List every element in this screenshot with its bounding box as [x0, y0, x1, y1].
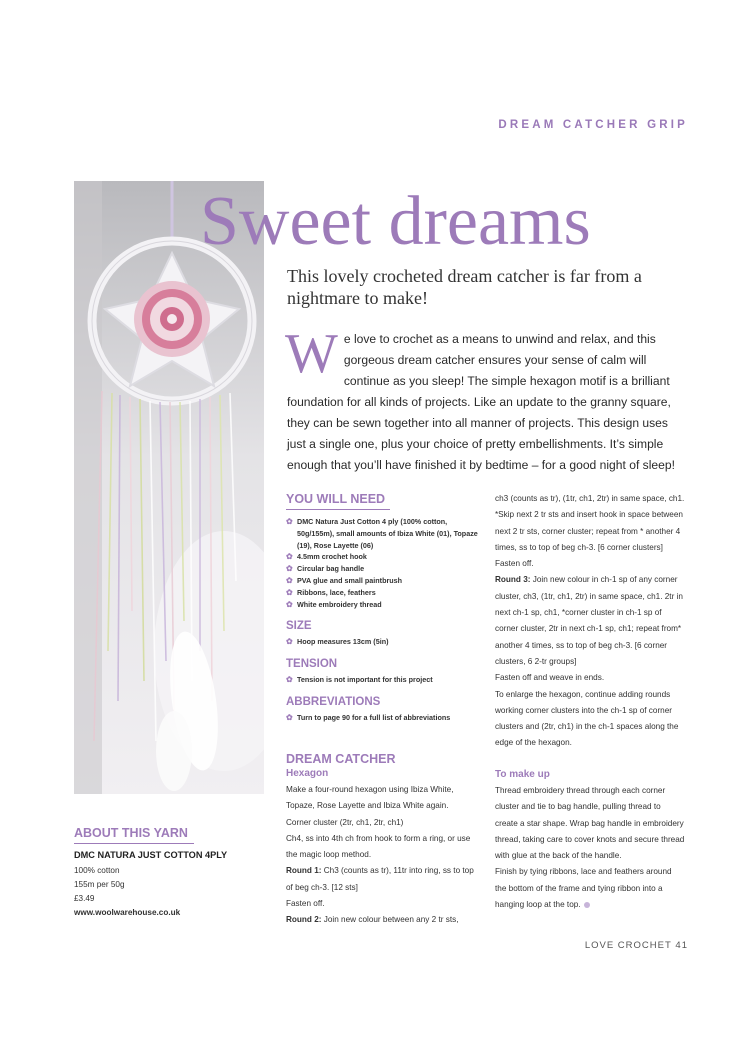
materials-list	[286, 516, 482, 610]
drop-cap: W	[285, 323, 338, 385]
yarn-name: DMC NATURA JUST COTTON 4PLY	[74, 850, 228, 860]
size-heading: SIZE	[286, 620, 312, 633]
dream-catcher-instructions	[286, 752, 482, 929]
list-item: ✿ DMC Natura Just Cotton 4 ply (100% cotton, 50g/155m), small amounts of Ibiza White (01), Topaze (19), Rose Layette (06)	[286, 517, 478, 550]
page-footer	[560, 940, 688, 951]
star-bullet-icon: ✿	[286, 564, 293, 574]
instruction-paragraph: To enlarge the hexagon, continue adding rounds working corner clusters into the ch-1 sp of corner clusters and (2tr, ch1) in the ch-1 spaces along the edge of the hexagon.	[495, 689, 679, 748]
about-yarn-heading: ABOUT THIS YARN	[74, 826, 194, 844]
instruction-paragraph: Fasten off.	[286, 899, 325, 909]
instruction-paragraph: Make a four-round hexagon using Ibiza White, Topaze, Rose Layette and Ibiza White again.	[286, 785, 454, 811]
star-bullet-icon: ✿	[286, 637, 293, 647]
yarn-detail: £3.49	[74, 894, 95, 903]
star-bullet-icon: ✿	[286, 575, 293, 585]
instruction-paragraph: Fasten off.	[495, 559, 534, 569]
round-2: Round 2: Join new colour between any 2 tr sts,	[286, 915, 459, 925]
dream-catcher-heading: DREAM CATCHER	[286, 752, 396, 766]
yarn-url: www.woolwarehouse.co.uk	[74, 908, 181, 917]
list-item: ✿ Circular bag handle	[286, 564, 365, 574]
intro-text: e love to crochet as a means to unwind and relax, and this gorgeous dream catcher ensures your sense of calm will continue as you sleep! The simple hexagon motif is a brilliant foundation for all kinds of projects. Like an update to the granny square, they can be sewn together into all manner of projects. This design uses just a single one, plus your choice of pretty embellishments. It’s simple enough that you’ll have finished it by bedtime – for a good night of sleep!	[287, 332, 675, 472]
subtitle: This lovely crocheted dream catcher is far from a nightmare to make!	[287, 266, 642, 308]
list-item: ✿ PVA glue and small paintbrush	[286, 575, 403, 585]
instructions-continued	[495, 491, 685, 752]
yarn-detail: 100% cotton	[74, 866, 120, 875]
star-bullet-icon: ✿	[286, 675, 293, 685]
dream-catcher-photo	[74, 181, 264, 794]
section-tag: DREAM CATCHER GRIP	[498, 119, 688, 131]
list-item: ✿ Turn to page 90 for a full list of abbreviations	[286, 712, 451, 722]
size-list	[286, 636, 482, 648]
end-mark-icon	[584, 902, 590, 908]
you-will-need-heading: YOU WILL NEED	[286, 491, 390, 510]
list-item: ✿ 4.5mm crochet hook	[286, 552, 367, 562]
page-title: Sweet dreams	[200, 183, 591, 260]
magazine-name: LOVE CROCHET	[584, 940, 672, 951]
abbreviations-heading: ABBREVIATIONS	[286, 695, 381, 708]
instruction-paragraph: Ch4, ss into 4th ch from hook to form a ring, or use the magic loop method.	[286, 833, 471, 860]
list-item: ✿ Ribbons, lace, feathers	[286, 587, 376, 597]
hexagon-subheading: Hexagon	[286, 768, 329, 779]
star-bullet-icon: ✿	[286, 517, 293, 526]
abbreviations-list	[286, 712, 482, 724]
star-bullet-icon: ✿	[286, 552, 293, 562]
to-make-up-section	[495, 768, 685, 913]
list-item: ✿ Tension is not important for this project	[286, 675, 433, 685]
yarn-detail: 155m per 50g	[74, 880, 125, 889]
star-bullet-icon: ✿	[286, 712, 293, 722]
to-make-up-heading: To make up	[495, 769, 550, 780]
star-bullet-icon: ✿	[286, 599, 293, 609]
materials-column	[286, 491, 482, 724]
list-item: ✿ Hoop measures 13cm (5in)	[286, 637, 389, 647]
tension-heading: TENSION	[286, 658, 338, 671]
about-yarn-box	[74, 826, 274, 920]
star-bullet-icon: ✿	[286, 587, 293, 597]
page-number: 41	[675, 940, 688, 951]
instruction-paragraph: Corner cluster (2tr, ch1, 2tr, ch1)	[286, 817, 404, 827]
instruction-paragraph: ch3 (counts as tr), (1tr, ch1, 2tr) in same space, ch1. *Skip next 2 tr sts and insert hook in space between next 2 tr sts, corner cluster; repeat from * another 4 times, ss to top of beg ch-3. [6 corner clusters]	[495, 494, 685, 552]
instruction-paragraph: Fasten off and weave in ends.	[495, 673, 605, 683]
instruction-paragraph: Thread embroidery thread through each corner cluster and tie to bag handle, pulling thread to create a star shape. Wrap bag handle in embroidery thread, taking care to cover knots and secure thread with glue at the back of the handle.	[495, 786, 685, 861]
round-3: Round 3: Join new colour in ch-1 sp of any corner cluster, ch3, (1tr, ch1, 2tr) in same space, ch1. 2tr in next ch-1 sp, ch1, *corner cluster in ch-1 sp of corner cluster, 2tr in next ch-1 sp, ch1; repeat from* another 4 times, ss to top of beg ch-3. [6 corner clusters, 6 2-tr groups]	[495, 575, 683, 666]
intro-paragraph	[285, 323, 687, 476]
tension-list	[286, 674, 482, 686]
instruction-paragraph: Finish by tying ribbons, lace and feathers around the bottom of the frame and tying ribbon into a hanging loop at the top.	[495, 867, 672, 910]
list-item: ✿ White embroidery thread	[286, 599, 382, 609]
round-1: Round 1: Ch3 (counts as tr), 11tr into ring, ss to top of beg ch-3. [12 sts]	[286, 866, 474, 892]
